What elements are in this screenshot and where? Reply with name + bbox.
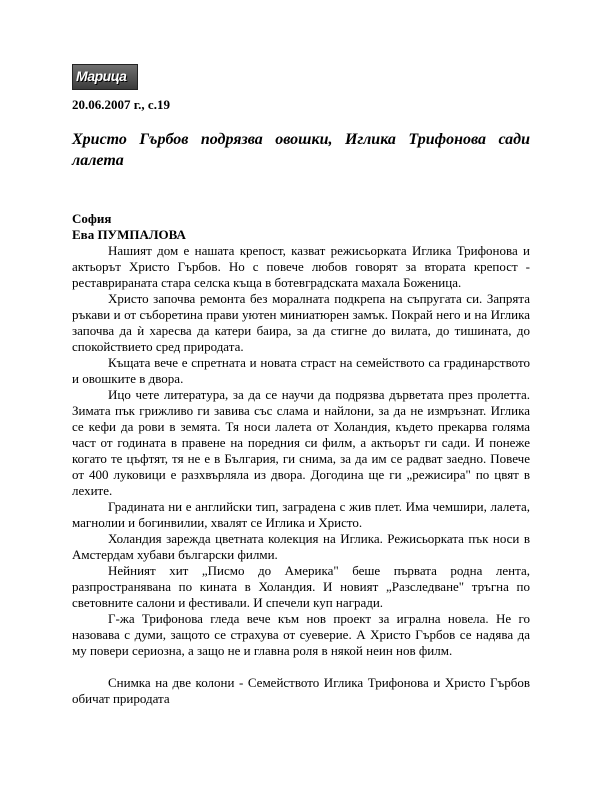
paragraph: Холандия зарежда цветната колекция на Иглика. Режисьорката пък носи в Амстердам хубави български филми. — [72, 531, 530, 562]
newspaper-logo — [72, 64, 138, 90]
paragraph: Ицо чете литература, за да се научи да подрязва дърветата през пролетта. Зимата пък грижливо ги завива със слама и найлони, за да не измръзнат. Иглика се кефи да рови в земята. Тя носи лалета от Холандия, където прекарва голяма част от годината в правене на поредния си филм, а актьорът ги сади. И понеже когато те цъфтят, тя не е в България, ги снима, за да им се радват заедно. Повече от 400 луковици е разхвърляла из двора. Догодина ще ги „режисира" по цвят в лехите. — [72, 387, 530, 498]
clipping-page — [72, 64, 530, 707]
photo-caption: Снимка на две колони - Семейството Иглика Трифонова и Христо Гърбов обичат природата — [72, 675, 530, 706]
article-author: Ева ПУМПАЛОВА — [72, 227, 186, 242]
paragraph: Г-жа Трифонова гледа вече към нов проект за игрална новела. Не го назовава с думи, защото се страхува от суеверие. А Христо Гърбов се надява да му повери сериозна, а защо не и главна роля в някой неин нов филм. — [72, 611, 530, 658]
paragraph: Къщата вече е спретната и новата страст на семейството са градинарството и овошките в двора. — [72, 355, 530, 386]
article-headline: Христо Гърбов подрязва овошки, Иглика Трифонова сади лалета — [72, 131, 530, 169]
paragraph: Нашият дом е нашата крепост, казват режисьорката Иглика Трифонова и актьорът Христо Гърбов. Но с повече любов говорят за втората крепост - реставрираната стара селска къща в ботевградската махала Боженица. — [72, 243, 530, 290]
paragraph: Нейният хит „Писмо до Америка" беше първата родна лента, разпространявана по кината в Холандия. И новият „Разследване" тръгна по световните салони и фестивали. И спечели куп награди. — [72, 563, 530, 610]
newspaper-logo-text: Марица — [76, 68, 127, 84]
article-body — [72, 243, 530, 659]
paragraph: Христо започва ремонта без моралната подкрепа на съпругата си. Запрята ръкави и от съборетина прави уютен миниатюрен замък. Покрай него и на Иглика започва да ѝ харесва да катери баира, за да стигне до вилата, до тишината, до спокойствието сред природата. — [72, 291, 530, 354]
publication-date: 20.06.2007 г., с.19 — [72, 97, 170, 112]
paragraph: Градината ни е английски тип, заградена с жив плет. Има чемшири, лалета, магнолии и богинвилии, хвалят се Иглика и Христо. — [72, 499, 530, 530]
article-location: София — [72, 211, 112, 226]
